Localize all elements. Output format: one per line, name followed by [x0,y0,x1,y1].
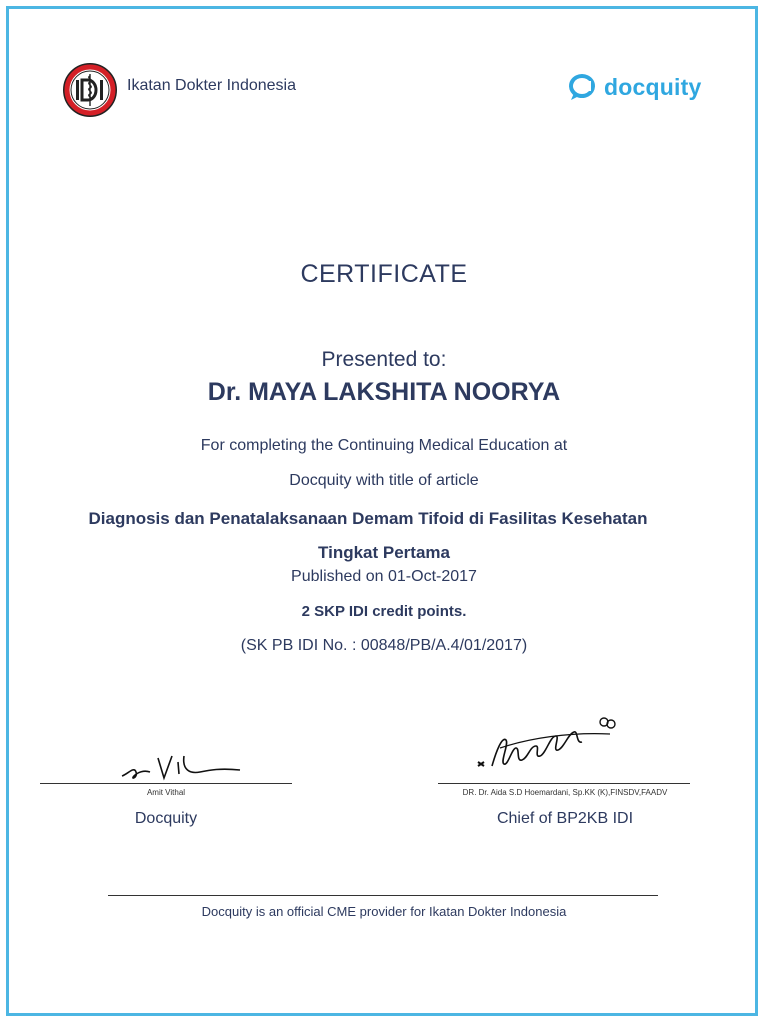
right-signer-role: Chief of BP2KB IDI [496,810,634,827]
left-signature-image [120,748,250,786]
left-signature-line [40,783,292,784]
certificate-title: CERTIFICATE [300,260,468,288]
idi-logo-icon [62,62,118,118]
chat-bubble-icon [566,72,598,102]
right-signature-image [470,708,630,778]
left-signer-name: Amit Vithal [146,788,186,797]
right-signer-name: DR. Dr. Aida S.D Hoemardani, Sp.KK (K),FINSDV,FAADV [462,788,668,797]
recipient-name: Dr. MAYA LAKSHITA NOORYA [207,378,561,406]
footer-text: Docquity is an official CME provider for Ikatan Dokter Indonesia [201,904,567,919]
sk-number: (SK PB IDI No. : 00848/PB/A.4/01/2017) [240,637,528,654]
credit-points: 2 SKP IDI credit points. [301,603,467,620]
right-signature-line [438,783,690,784]
left-signer-role: Docquity [134,810,198,827]
footer-divider [108,895,658,896]
org-name: Ikatan Dokter Indonesia [127,77,296,94]
description-line-1: For completing the Continuing Medical Education at [200,437,568,454]
article-title-line-2: Tingkat Pertama [318,543,450,562]
presented-label: Presented to: [321,348,447,371]
description-line-2: Docquity with title of article [289,472,479,489]
article-title-line-1: Diagnosis dan Penatalaksanaan Demam Tifoid di Fasilitas Kesehatan [88,509,648,528]
docquity-logo [566,70,701,104]
published-date: Published on 01-Oct-2017 [291,568,477,585]
brand-name: docquity [604,73,702,100]
